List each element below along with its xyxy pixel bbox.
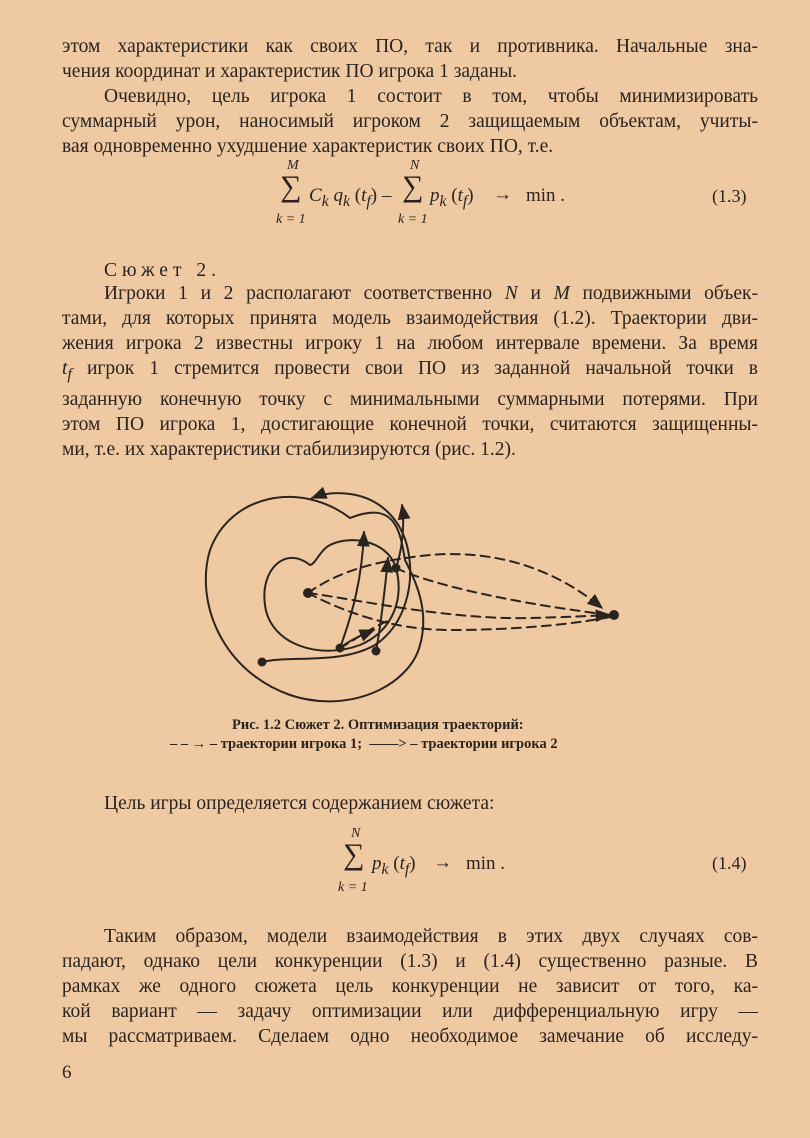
subject-heading: Сюжет 2. — [104, 260, 221, 281]
text-line: кой вариант — задачу оптимизации или дифференциальную игру — — [62, 1001, 758, 1022]
text-line: жения игрока 2 известны игроку 1 на любом интервале времени. За время — [62, 333, 758, 354]
equation-term: $p_k$ $(t_f)$ — [372, 853, 416, 878]
arrow-symbol: → — [493, 184, 512, 205]
sum-symbol: ∑ — [280, 170, 302, 203]
paragraph-subject-2 — [62, 281, 758, 462]
sum-lower-limit: k = 1 — [276, 212, 306, 227]
text-line: этом характеристики как своих ПО, так и противника. Начальные зна- — [62, 36, 758, 57]
equation-number: (1.3) — [712, 186, 747, 206]
page-number: 6 — [62, 1062, 72, 1083]
text-line: Очевидно, цель игрока 1 состоит в том, чтобы минимизировать — [104, 86, 758, 107]
equation-term-1: $C_k$ $q_k$ $(t_f)$ – — [309, 185, 392, 210]
arrow-symbol: → — [433, 852, 452, 873]
min-operator: min . — [526, 185, 566, 206]
trajectory-point — [392, 564, 401, 573]
text-line: заданную конечную точку с минимальными суммарными потерями. При — [62, 388, 758, 410]
text-line: мы рассматриваем. Сделаем одно необходимое замечание об исследу- — [62, 1026, 758, 1047]
solid-trajectory — [340, 532, 364, 648]
sum-lower-limit: k = 1 — [338, 880, 368, 895]
figure-caption: Рис. 1.2 Сюжет 2. Оптимизация траекторий: — [232, 717, 524, 733]
paragraph-goal-statement: Цель игры определяется содержанием сюжета: — [104, 793, 495, 814]
legend-solid-label: – траектории игрока 2 — [406, 736, 558, 752]
end-point — [609, 610, 619, 620]
text-line: чения координат и характеристик ПО игрока 1 заданы. — [62, 61, 518, 82]
text-line: $t_f$ игрок 1 стремится провести свои ПО из заданной начальной точки в — [62, 358, 759, 383]
sum-upper-limit: N — [410, 158, 420, 173]
legend-dashed-symbol: – – → — [170, 736, 207, 752]
start-point — [303, 588, 313, 598]
figure-legend — [170, 736, 558, 753]
text-line: рамках же одного сюжета цель конкуренции не зависит от того, ка- — [62, 976, 758, 997]
text-line: Игроки 1 и 2 располагают соответственно N и M подвижными объек- — [104, 283, 759, 304]
equation-term-2: $p_k$ $(t_f)$ — [430, 185, 474, 210]
text-line: ми, т.е. их характеристики стабилизируются (рис. 1.2). — [62, 438, 516, 460]
sum-symbol: ∑ — [402, 170, 424, 203]
paragraph-continuation — [62, 34, 758, 84]
equation-number: (1.4) — [712, 853, 747, 873]
text-line: суммарный урон, наносимый игроком 2 защищаемым объектам, учиты- — [62, 111, 758, 132]
trajectory-point — [372, 647, 381, 656]
sum-lower-limit: k = 1 — [398, 212, 428, 227]
trajectory-point — [258, 658, 267, 667]
text-line: падают, однако цели конкуренции (1.3) и (1.4) существенно разные. В — [62, 951, 758, 972]
legend-dashed-label: – траектории игрока 1; — [206, 736, 363, 752]
text-line: вая одновременно ухудшение характеристик своих ПО, т.е. — [62, 136, 554, 157]
text-line: тами, для которых принята модель взаимодействия (1.2). Траектории дви- — [62, 308, 758, 329]
trajectory-figure — [190, 470, 640, 710]
legend-solid-symbol: ——> — [369, 736, 407, 752]
sum-upper-limit: M — [287, 158, 299, 173]
paragraph-goal — [62, 84, 758, 159]
text-line: этом ПО игрока 1, достигающие конечной точки, считаются защищенны- — [62, 413, 758, 435]
sum-upper-limit: N — [351, 826, 361, 841]
min-operator: min . — [466, 853, 506, 874]
text-line: Таким образом, модели взаимодействия в этих двух случаях сов- — [104, 926, 758, 947]
sum-symbol: ∑ — [343, 838, 365, 871]
paragraph-conclusion — [62, 924, 758, 1049]
dashed-trajectory — [308, 593, 610, 630]
trajectory-point — [336, 644, 345, 653]
outer-contour — [206, 497, 423, 701]
